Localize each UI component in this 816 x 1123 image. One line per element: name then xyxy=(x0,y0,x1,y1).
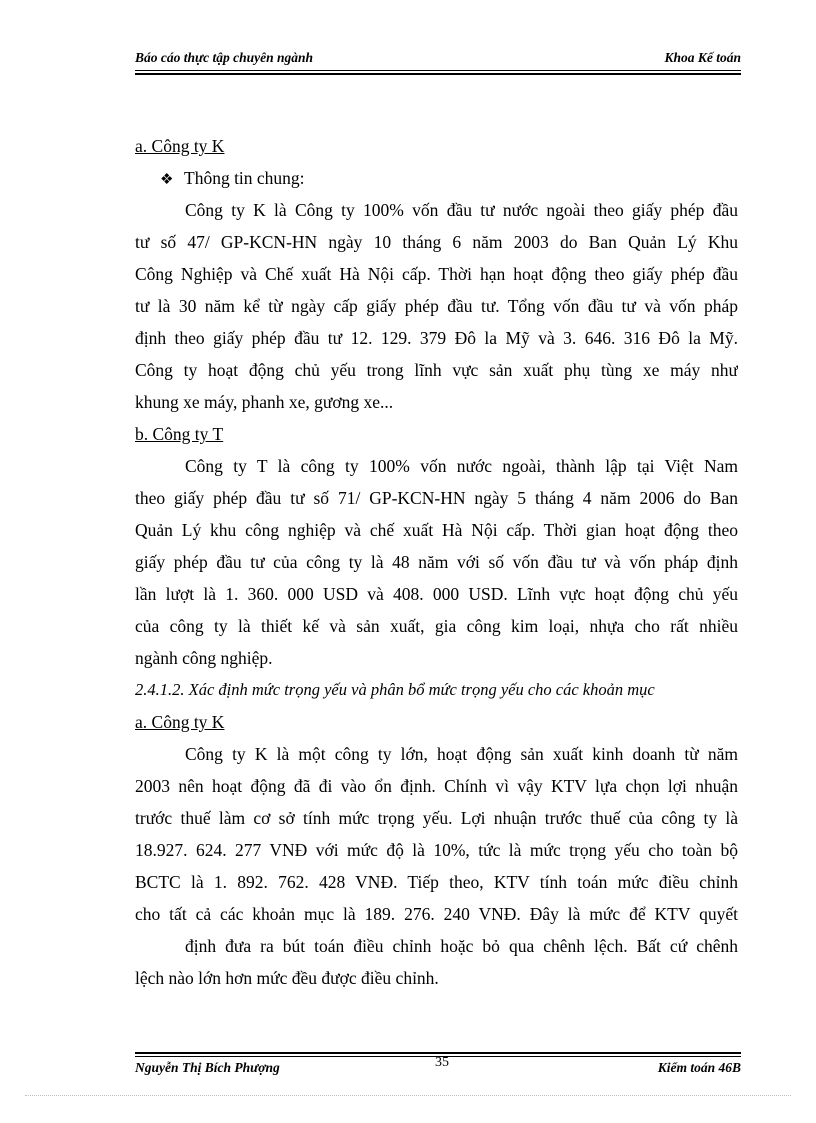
text-line: định theo giấy phép đầu tư 12. 129. 379 Đô la Mỹ và 3. 646. 316 Đô la Mỹ. xyxy=(135,328,738,348)
heading-company-k: a. Công ty K xyxy=(135,136,225,156)
text-line: Công ty K là Công ty 100% vốn đầu tư nước ngoài theo giấy phép đầu xyxy=(185,200,738,220)
text-line: Công ty hoạt động chủ yếu trong lĩnh vực sản xuất phụ tùng xe máy như xyxy=(135,360,738,380)
text-line: tư là 30 năm kể từ ngày cấp giấy phép đầu tư. Tổng vốn đầu tư và vốn pháp xyxy=(135,296,738,316)
footer-rule-thick xyxy=(135,1052,741,1054)
text-line: Công ty K là một công ty lớn, hoạt động sản xuất kinh doanh từ năm xyxy=(185,744,738,764)
footer-class: Kiểm toán 46B xyxy=(657,1060,741,1075)
bullet-general-info: ❖ Thông tin chung: xyxy=(135,162,738,194)
text-line: theo giấy phép đầu tư số 71/ GP-KCN-HN ngày 5 tháng 4 năm 2006 do Ban xyxy=(135,488,738,508)
page-footer xyxy=(135,1057,741,1079)
text-line: Công Nghiệp và Chế xuất Hà Nội cấp. Thời hạn hoạt động theo giấy phép đầu xyxy=(135,264,738,284)
text-line: Công ty T là công ty 100% vốn nước ngoài, thành lập tại Việt Nam xyxy=(185,456,738,476)
text-line: Quản Lý khu công nghiệp và chế xuất Hà Nội cấp. Thời gian hoạt động theo xyxy=(135,520,738,540)
document-body xyxy=(135,130,738,994)
page-number: 35 xyxy=(435,1055,449,1070)
text-line: giấy phép đầu tư của công ty là 48 năm với số vốn đầu tư và vốn pháp định xyxy=(135,552,738,572)
text-line: trước thuế làm cơ sở tính mức trọng yếu. Lợi nhuận trước thuế của công ty là xyxy=(135,808,738,828)
footer-author: Nguyễn Thị Bích Phượng xyxy=(135,1060,280,1075)
section-heading-2-4-1-2: 2.4.1.2. Xác định mức trọng yếu và phân bổ mức trọng yếu cho các khoản mục xyxy=(135,680,655,699)
text-line: cho tất cả các khoản mục là 189. 276. 240 VNĐ. Đây là mức để KTV quyết xyxy=(135,904,738,924)
text-line: khung xe máy, phanh xe, gương xe... xyxy=(135,392,394,412)
text-line: của công ty là thiết kế và sản xuất, gia công kim loại, nhựa cho rất nhiều xyxy=(135,616,738,636)
heading-company-t: b. Công ty T xyxy=(135,424,224,444)
text-line: định đưa ra bút toán điều chỉnh hoặc bỏ qua chênh lệch. Bất cứ chênh xyxy=(185,936,738,956)
header-rule xyxy=(135,70,741,71)
header-rule-thick xyxy=(135,73,741,75)
header-report-title: Báo cáo thực tập chuyên ngành xyxy=(135,50,313,65)
page-header xyxy=(135,50,741,70)
page-bottom-dotted-rule xyxy=(25,1095,791,1096)
text-line: 2003 nên hoạt động đã đi vào ổn định. Chính vì vậy KTV lựa chọn lợi nhuận xyxy=(135,776,738,796)
diamond-bullet-icon: ❖ xyxy=(160,172,174,188)
header-faculty: Khoa Kế toán xyxy=(664,50,741,65)
text-line: 18.927. 624. 277 VNĐ với mức độ là 10%, tức là mức trọng yếu cho toàn bộ xyxy=(135,840,738,860)
text-line: tư số 47/ GP-KCN-HN ngày 10 tháng 6 năm 2003 do Ban Quản Lý Khu xyxy=(135,232,738,252)
text-line: lần lượt là 1. 360. 000 USD và 408. 000 USD. Lĩnh vực hoạt động chủ yếu xyxy=(135,584,738,604)
text-line: ngành công nghiệp. xyxy=(135,648,273,668)
text-line: BCTC là 1. 892. 762. 428 VNĐ. Tiếp theo, KTV tính toán mức điều chỉnh xyxy=(135,872,738,892)
text-line: lệch nào lớn hơn mức đều được điều chỉnh. xyxy=(135,968,439,988)
heading-company-k-2: a. Công ty K xyxy=(135,712,225,732)
